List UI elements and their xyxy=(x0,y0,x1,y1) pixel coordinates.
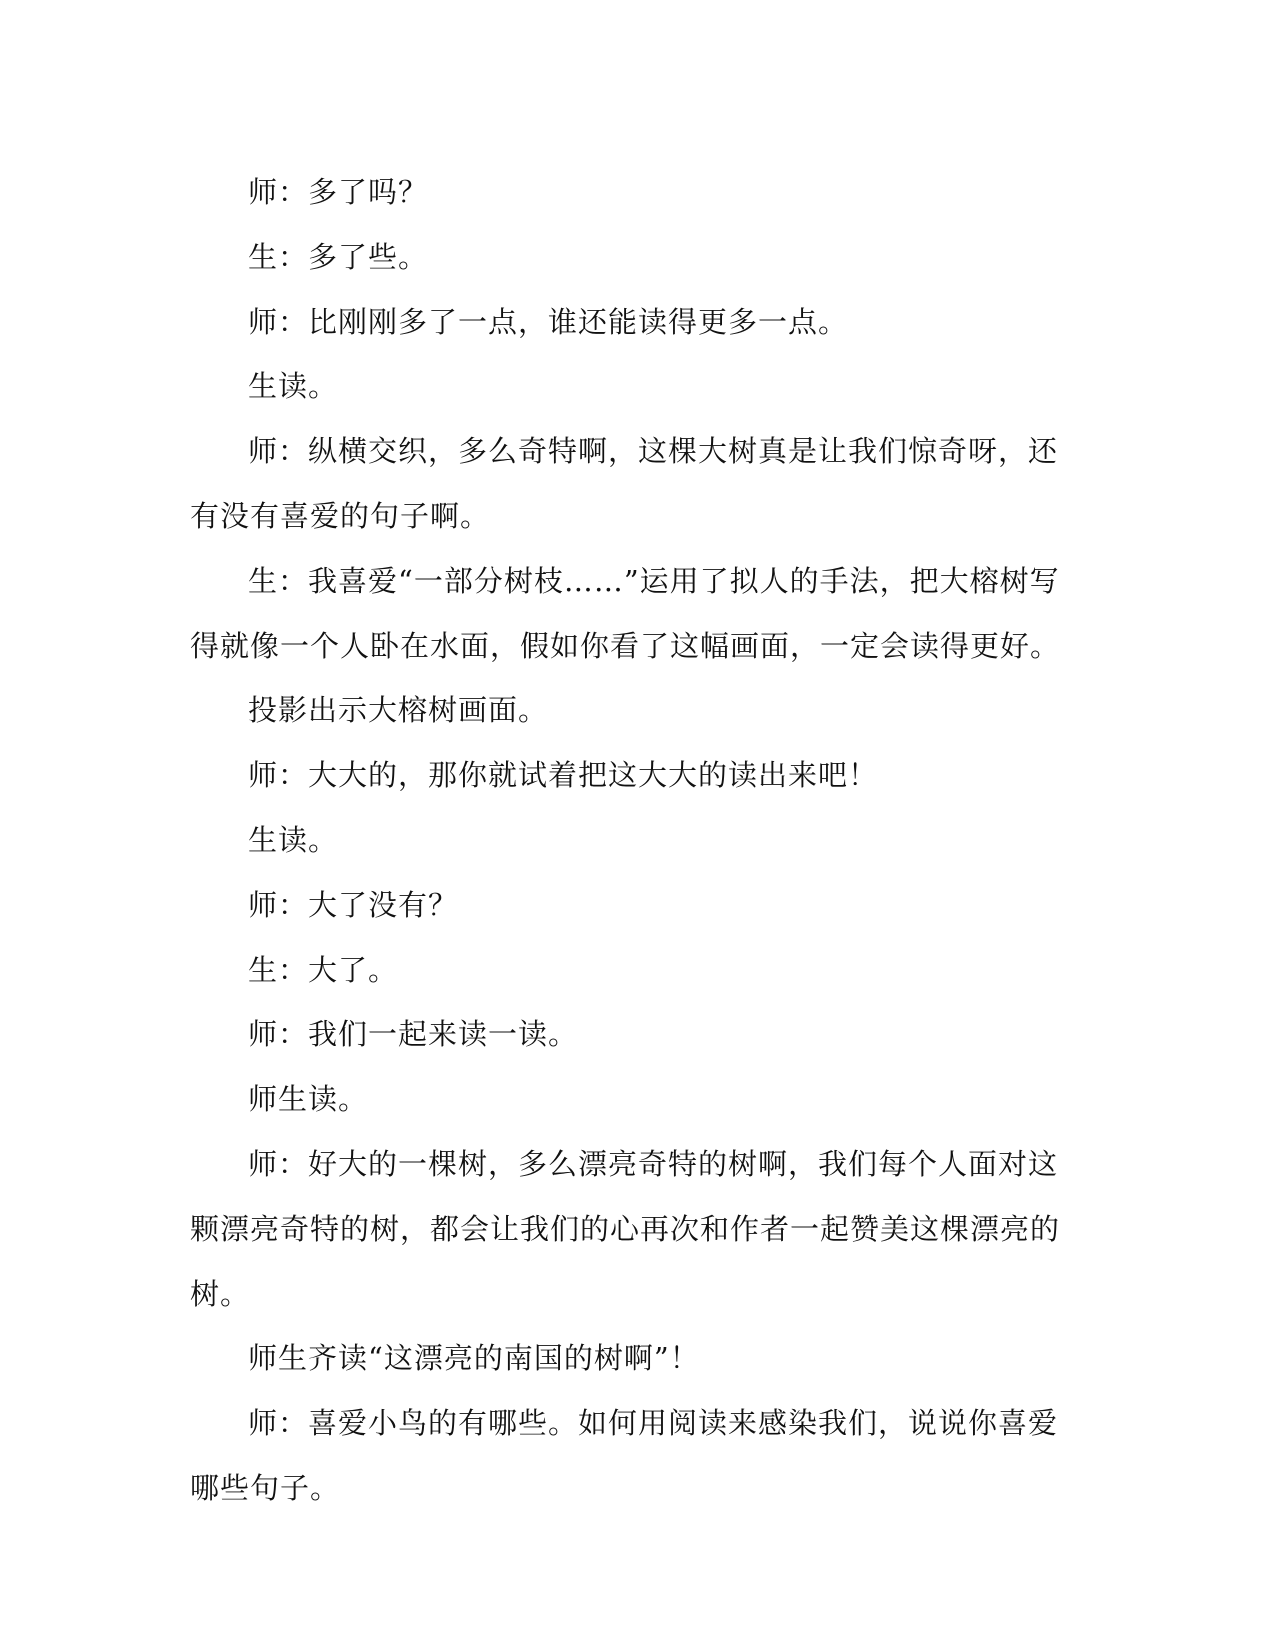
paragraph: 师：比刚刚多了一点，谁还能读得更多一点。 xyxy=(248,304,849,339)
paragraph: 生读。 xyxy=(248,369,339,404)
paragraph: 师：大大的，那你就试着把这大大的读出来吧！ xyxy=(248,758,879,793)
paragraph: 生：我喜爱“一部分树枝……”运用了拟人的手法，把大榕树写得就像一个人卧在水面，假如你看了这幅画面，一定会读得更好。 xyxy=(190,563,1061,663)
document-body xyxy=(190,160,1070,1521)
paragraph: 生：大了。 xyxy=(248,952,399,987)
paragraph: 师：好大的一棵树，多么漂亮奇特的树啊，我们每个人面对这颗漂亮奇特的树，都会让我们的心再次和作者一起赞美这棵漂亮的树。 xyxy=(190,1146,1061,1311)
paragraph: 生：多了些。 xyxy=(248,239,429,274)
paragraph: 师：我们一起来读一读。 xyxy=(248,1017,579,1052)
paragraph: 师生读。 xyxy=(248,1082,369,1117)
paragraph: 师：大了没有？ xyxy=(248,887,459,922)
paragraph: 生读。 xyxy=(248,822,339,857)
paragraph: 师生齐读“这漂亮的南国的树啊”！ xyxy=(248,1341,700,1376)
paragraph: 投影出示大榕树画面。 xyxy=(248,693,549,728)
paragraph: 师：喜爱小鸟的有哪些。如何用阅读来感染我们，说说你喜爱哪些句子。 xyxy=(190,1406,1059,1505)
paragraph: 师：纵横交织，多么奇特啊，这棵大树真是让我们惊奇呀，还有没有喜爱的句子啊。 xyxy=(190,434,1059,533)
paragraph: 师：多了吗？ xyxy=(248,175,429,209)
